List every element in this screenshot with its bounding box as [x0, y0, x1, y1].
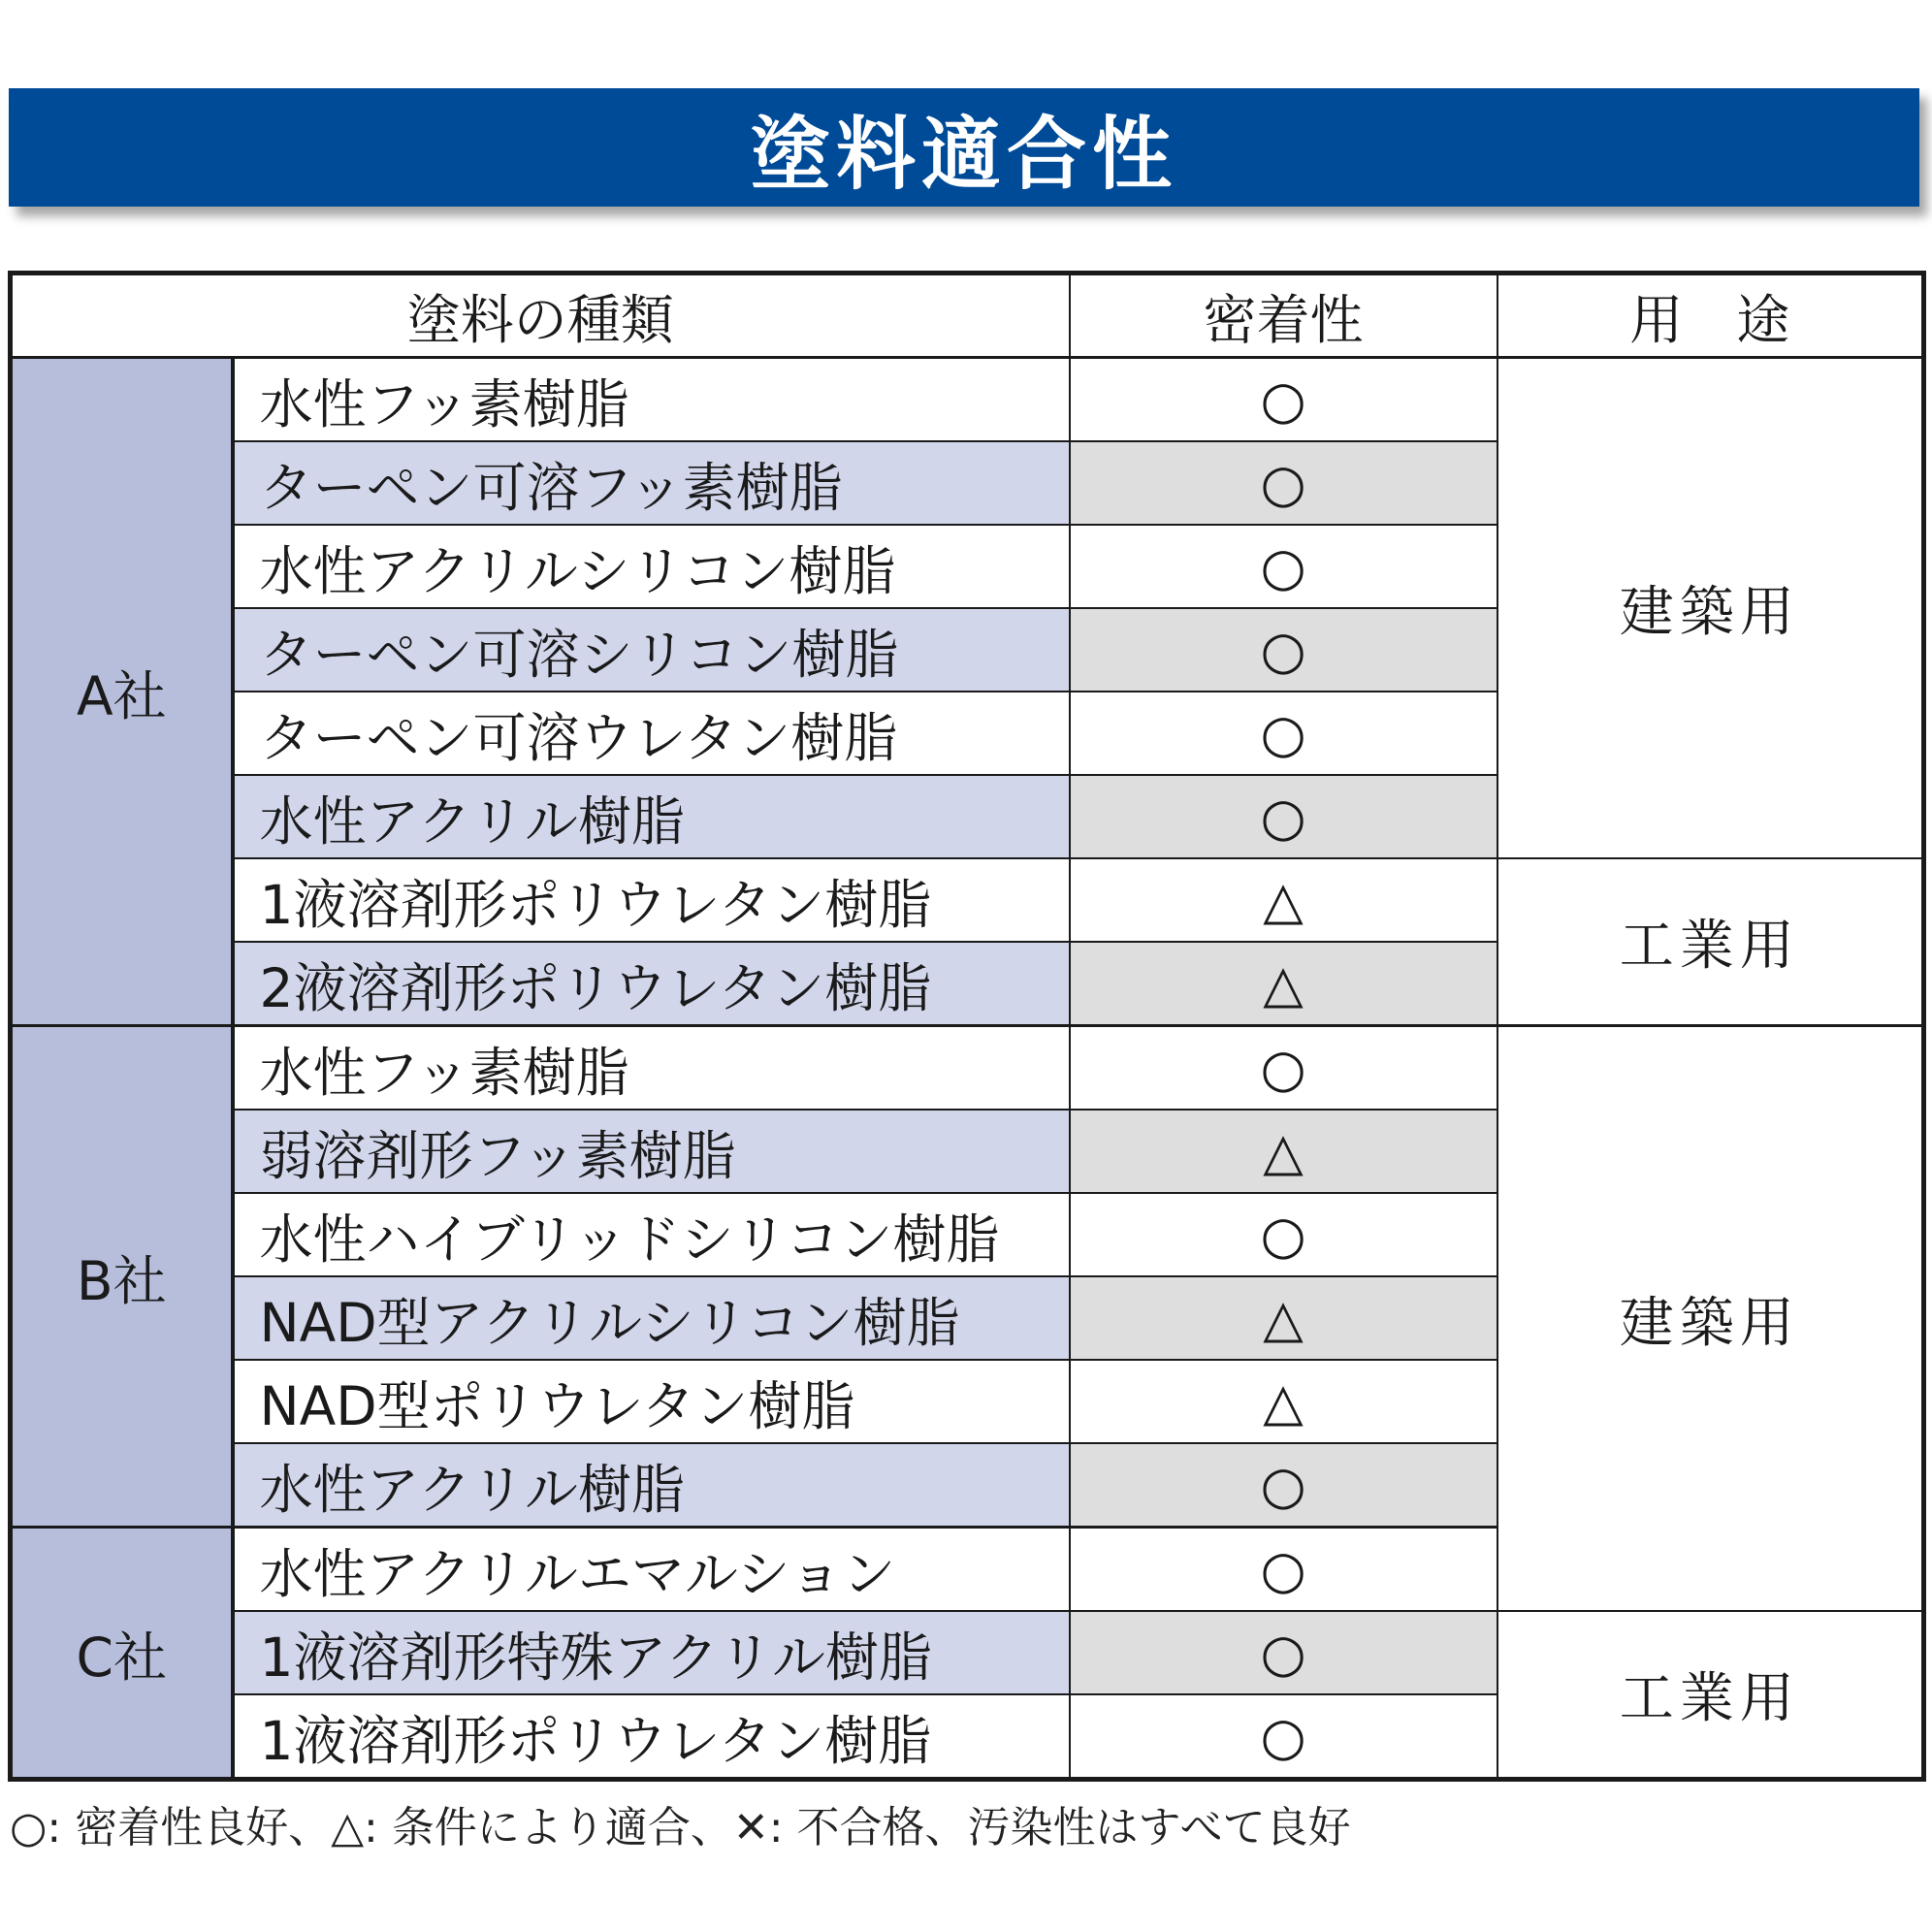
paint-name: 水性フッ素樹脂	[233, 1026, 1070, 1111]
paint-name: 2液溶剤形ポリウレタン樹脂	[233, 942, 1070, 1026]
header-paint-type: 塗料の種類	[11, 274, 1070, 358]
adhesion-mark: △	[1070, 942, 1497, 1026]
paint-compatibility-table	[8, 271, 1926, 1782]
adhesion-mark: ○	[1070, 608, 1497, 692]
usage-cell: 工業用	[1497, 1611, 1924, 1780]
header-adhesion: 密着性	[1070, 274, 1497, 358]
adhesion-mark: ○	[1070, 1443, 1497, 1528]
adhesion-mark: ○	[1070, 1026, 1497, 1111]
usage-cell: 建築用	[1497, 1026, 1924, 1612]
usage-cell: 建築用	[1497, 358, 1924, 859]
adhesion-mark: ○	[1070, 1694, 1497, 1780]
paint-name: 水性アクリルシリコン樹脂	[233, 525, 1070, 608]
adhesion-mark: ○	[1070, 1193, 1497, 1276]
paint-name: NAD型ポリウレタン樹脂	[233, 1360, 1070, 1443]
adhesion-mark: △	[1070, 1276, 1497, 1360]
paint-name: 水性フッ素樹脂	[233, 358, 1070, 442]
header-row	[11, 274, 1924, 358]
company-cell: C社	[11, 1528, 233, 1780]
legend-note: ○: 密着性良好、△: 条件により適合、✕: 不合格、汚染性はすべて良好	[10, 1803, 1351, 1852]
table-row	[11, 358, 1924, 442]
paint-name: 1液溶剤形ポリウレタン樹脂	[233, 1694, 1070, 1780]
paint-name: ターペン可溶フッ素樹脂	[233, 441, 1070, 525]
paint-name: 水性ハイブリッドシリコン樹脂	[233, 1193, 1070, 1276]
paint-name: NAD型アクリルシリコン樹脂	[233, 1276, 1070, 1360]
adhesion-mark: ○	[1070, 1528, 1497, 1612]
paint-name: 水性アクリル樹脂	[233, 1443, 1070, 1528]
paint-name: 1液溶剤形ポリウレタン樹脂	[233, 858, 1070, 942]
table-row	[11, 858, 1924, 942]
adhesion-mark: △	[1070, 1360, 1497, 1443]
paint-name: 水性アクリル樹脂	[233, 775, 1070, 858]
adhesion-mark: ○	[1070, 525, 1497, 608]
paint-name: 1液溶剤形特殊アクリル樹脂	[233, 1611, 1070, 1694]
adhesion-mark: ○	[1070, 775, 1497, 858]
title-banner	[9, 88, 1919, 207]
table-row	[11, 1611, 1924, 1694]
adhesion-mark: △	[1070, 1110, 1497, 1193]
header-usage: 用 途	[1497, 274, 1924, 358]
adhesion-mark: △	[1070, 858, 1497, 942]
paint-name: ターペン可溶シリコン樹脂	[233, 608, 1070, 692]
paint-name: 弱溶剤形フッ素樹脂	[233, 1110, 1070, 1193]
page-title: 塗料適合性	[750, 108, 1177, 201]
adhesion-mark: ○	[1070, 358, 1497, 442]
paint-name: ターペン可溶ウレタン樹脂	[233, 692, 1070, 775]
adhesion-mark: ○	[1070, 441, 1497, 525]
table-row	[11, 1026, 1924, 1111]
company-cell: A社	[11, 358, 233, 1026]
paint-name: 水性アクリルエマルション	[233, 1528, 1070, 1612]
adhesion-mark: ○	[1070, 692, 1497, 775]
adhesion-mark: ○	[1070, 1611, 1497, 1694]
company-cell: B社	[11, 1026, 233, 1528]
usage-cell: 工業用	[1497, 858, 1924, 1026]
